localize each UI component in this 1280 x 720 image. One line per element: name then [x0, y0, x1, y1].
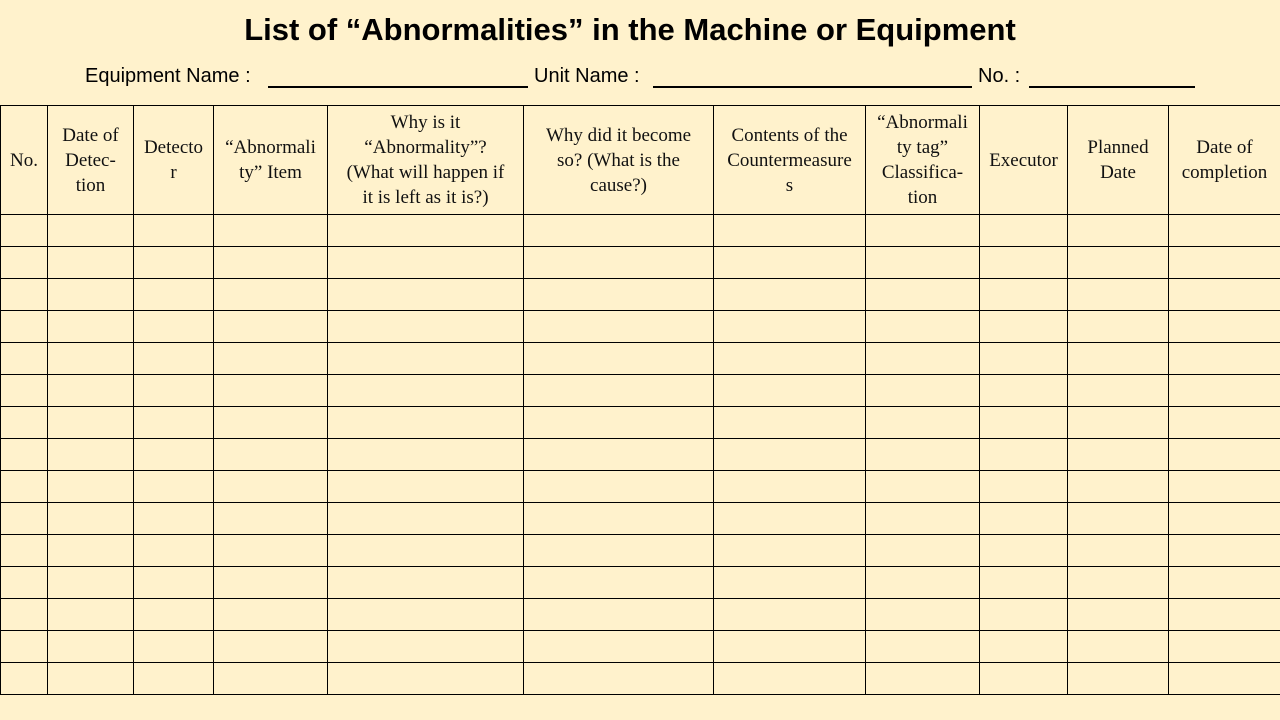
table-cell[interactable]	[48, 311, 134, 343]
table-cell[interactable]	[328, 535, 524, 567]
table-cell[interactable]	[1, 471, 48, 503]
table-cell[interactable]	[714, 439, 866, 471]
table-cell[interactable]	[524, 471, 714, 503]
table-cell[interactable]	[328, 247, 524, 279]
table-cell[interactable]	[328, 503, 524, 535]
table-cell[interactable]	[1, 311, 48, 343]
table-cell[interactable]	[328, 375, 524, 407]
header-planned-date: Planned Date	[1068, 106, 1169, 215]
table-cell[interactable]	[1169, 215, 1280, 247]
table-cell[interactable]	[714, 503, 866, 535]
table-cell[interactable]	[328, 279, 524, 311]
table-cell[interactable]	[1068, 471, 1169, 503]
table-cell[interactable]	[1, 247, 48, 279]
table-cell[interactable]	[48, 215, 134, 247]
table-cell[interactable]	[134, 279, 214, 311]
table-cell[interactable]	[1169, 279, 1280, 311]
table-cell[interactable]	[866, 663, 980, 695]
table-cell[interactable]	[714, 311, 866, 343]
table-cell[interactable]	[524, 343, 714, 375]
table-cell[interactable]	[1, 535, 48, 567]
table-cell[interactable]	[980, 407, 1068, 439]
table-cell[interactable]	[48, 503, 134, 535]
header-date-of-completion: Date of completion	[1169, 106, 1280, 215]
number-label: No. :	[978, 65, 1021, 87]
table-cell[interactable]	[980, 375, 1068, 407]
table-cell[interactable]	[134, 439, 214, 471]
table-cell[interactable]	[48, 407, 134, 439]
table-row	[1, 567, 1280, 599]
table-cell[interactable]	[1169, 247, 1280, 279]
table-cell[interactable]	[980, 311, 1068, 343]
table-cell[interactable]	[1169, 439, 1280, 471]
table-cell[interactable]	[214, 663, 328, 695]
table-cell[interactable]	[866, 247, 980, 279]
header-why-abnormality: Why is it “Abnormality”? (What will happen if it is left as it is?)	[328, 106, 524, 215]
unit-name-field[interactable]	[653, 86, 972, 88]
table-cell[interactable]	[980, 503, 1068, 535]
table-cell[interactable]	[48, 599, 134, 631]
table-cell[interactable]	[134, 471, 214, 503]
form-fields-row	[0, 64, 1280, 90]
table-cell[interactable]	[214, 375, 328, 407]
table-cell[interactable]	[866, 279, 980, 311]
table-cell[interactable]	[214, 631, 328, 663]
table-cell[interactable]	[48, 439, 134, 471]
table-row	[1, 439, 1280, 471]
table-row	[1, 503, 1280, 535]
table-row	[1, 375, 1280, 407]
header-row	[1, 106, 1280, 215]
table-cell[interactable]	[48, 375, 134, 407]
table-cell[interactable]	[866, 535, 980, 567]
table-cell[interactable]	[214, 343, 328, 375]
table-cell[interactable]	[214, 599, 328, 631]
table-cell[interactable]	[134, 535, 214, 567]
table-cell[interactable]	[866, 343, 980, 375]
table-cell[interactable]	[524, 503, 714, 535]
table-cell[interactable]	[714, 215, 866, 247]
table-cell[interactable]	[524, 215, 714, 247]
table-cell[interactable]	[714, 599, 866, 631]
table-cell[interactable]	[980, 535, 1068, 567]
table-cell[interactable]	[1, 599, 48, 631]
unit-name-label: Unit Name :	[534, 65, 640, 87]
table-cell[interactable]	[134, 215, 214, 247]
table-cell[interactable]	[1169, 631, 1280, 663]
table-cell[interactable]	[524, 311, 714, 343]
header-executor: Executor	[980, 106, 1068, 215]
table-row	[1, 407, 1280, 439]
table-cell[interactable]	[328, 631, 524, 663]
table-cell[interactable]	[980, 439, 1068, 471]
table-cell[interactable]	[328, 599, 524, 631]
table-cell[interactable]	[134, 247, 214, 279]
table-cell[interactable]	[214, 407, 328, 439]
table-cell[interactable]	[1068, 535, 1169, 567]
table-cell[interactable]	[48, 535, 134, 567]
table-cell[interactable]	[714, 343, 866, 375]
table-cell[interactable]	[1, 503, 48, 535]
table-row	[1, 215, 1280, 247]
table-cell[interactable]	[524, 663, 714, 695]
table-cell[interactable]	[524, 279, 714, 311]
table-cell[interactable]	[1, 567, 48, 599]
table-row	[1, 631, 1280, 663]
table-cell[interactable]	[214, 247, 328, 279]
table-cell[interactable]	[1, 631, 48, 663]
table-cell[interactable]	[866, 375, 980, 407]
table-cell[interactable]	[980, 567, 1068, 599]
table-cell[interactable]	[866, 215, 980, 247]
table-cell[interactable]	[1068, 279, 1169, 311]
table-cell[interactable]	[214, 471, 328, 503]
table-cell[interactable]	[134, 567, 214, 599]
table-cell[interactable]	[1, 215, 48, 247]
table-cell[interactable]	[1068, 311, 1169, 343]
table-cell[interactable]	[214, 279, 328, 311]
table-cell[interactable]	[866, 631, 980, 663]
table-row	[1, 343, 1280, 375]
table-cell[interactable]	[328, 567, 524, 599]
table-cell[interactable]	[134, 407, 214, 439]
header-date-of-detection: Date of Detec- tion	[48, 106, 134, 215]
table-cell[interactable]	[1068, 343, 1169, 375]
table-cell[interactable]	[1169, 663, 1280, 695]
table-cell[interactable]	[134, 343, 214, 375]
table-cell[interactable]	[714, 663, 866, 695]
table-cell[interactable]	[134, 311, 214, 343]
table-cell[interactable]	[214, 567, 328, 599]
table-cell[interactable]	[980, 599, 1068, 631]
table-cell[interactable]	[866, 407, 980, 439]
page-title: List of “Abnormalities” in the Machine or Equipment	[244, 12, 1016, 47]
table-cell[interactable]	[48, 343, 134, 375]
table-cell[interactable]	[1068, 215, 1169, 247]
table-cell[interactable]	[48, 631, 134, 663]
table-cell[interactable]	[48, 471, 134, 503]
table-cell[interactable]	[1, 279, 48, 311]
table-cell[interactable]	[134, 663, 214, 695]
table-cell[interactable]	[980, 215, 1068, 247]
table-cell[interactable]	[134, 631, 214, 663]
table-cell[interactable]	[134, 375, 214, 407]
table-cell[interactable]	[1169, 503, 1280, 535]
table-cell[interactable]	[866, 471, 980, 503]
table-row	[1, 247, 1280, 279]
table-cell[interactable]	[214, 215, 328, 247]
equipment-name-field[interactable]	[268, 86, 528, 88]
header-tag-classification: “Abnormali ty tag” Classifica- tion	[866, 106, 980, 215]
table-cell[interactable]	[328, 311, 524, 343]
table-cell[interactable]	[328, 343, 524, 375]
table-cell[interactable]	[524, 439, 714, 471]
table-row	[1, 535, 1280, 567]
table-cell[interactable]	[328, 439, 524, 471]
table-row	[1, 471, 1280, 503]
table-cell[interactable]	[1068, 247, 1169, 279]
table-cell[interactable]	[866, 567, 980, 599]
table-cell[interactable]	[714, 375, 866, 407]
table-cell[interactable]	[134, 599, 214, 631]
table-cell[interactable]	[714, 247, 866, 279]
table-cell[interactable]	[980, 343, 1068, 375]
table-cell[interactable]	[524, 375, 714, 407]
table-cell[interactable]	[48, 279, 134, 311]
header-cause: Why did it become so? (What is the cause?)	[524, 106, 714, 215]
table-cell[interactable]	[1, 663, 48, 695]
table-cell[interactable]	[524, 567, 714, 599]
table-cell[interactable]	[1, 439, 48, 471]
table-cell[interactable]	[1169, 599, 1280, 631]
table-cell[interactable]	[1068, 375, 1169, 407]
table-cell[interactable]	[524, 599, 714, 631]
table-cell[interactable]	[1068, 503, 1169, 535]
table-cell[interactable]	[524, 247, 714, 279]
table-cell[interactable]	[980, 279, 1068, 311]
table-cell[interactable]	[1068, 631, 1169, 663]
equipment-name-label: Equipment Name :	[85, 65, 251, 87]
table-cell[interactable]	[524, 535, 714, 567]
table-cell[interactable]	[1169, 311, 1280, 343]
table-cell[interactable]	[524, 631, 714, 663]
table-cell[interactable]	[1068, 567, 1169, 599]
table-cell[interactable]	[214, 503, 328, 535]
table-cell[interactable]	[866, 503, 980, 535]
table-cell[interactable]	[328, 407, 524, 439]
table-cell[interactable]	[1169, 567, 1280, 599]
table-cell[interactable]	[1068, 407, 1169, 439]
table-cell[interactable]	[1169, 471, 1280, 503]
table-cell[interactable]	[1, 375, 48, 407]
table-cell[interactable]	[714, 471, 866, 503]
header-countermeasures: Contents of the Countermeasure s	[714, 106, 866, 215]
table-cell[interactable]	[1068, 599, 1169, 631]
table-cell[interactable]	[714, 279, 866, 311]
table-body	[1, 215, 1280, 695]
table-cell[interactable]	[1, 343, 48, 375]
table-cell[interactable]	[214, 439, 328, 471]
table-cell[interactable]	[1169, 535, 1280, 567]
table-cell[interactable]	[214, 535, 328, 567]
table-cell[interactable]	[1068, 439, 1169, 471]
number-field[interactable]	[1029, 86, 1195, 88]
table-cell[interactable]	[1068, 663, 1169, 695]
table-cell[interactable]	[714, 407, 866, 439]
table-cell[interactable]	[48, 567, 134, 599]
table-cell[interactable]	[714, 631, 866, 663]
table-cell[interactable]	[980, 631, 1068, 663]
table-cell[interactable]	[866, 599, 980, 631]
table-cell[interactable]	[866, 311, 980, 343]
table-cell[interactable]	[328, 663, 524, 695]
table-cell[interactable]	[980, 663, 1068, 695]
abnormalities-table	[0, 105, 1280, 695]
table-cell[interactable]	[980, 247, 1068, 279]
table-cell[interactable]	[48, 663, 134, 695]
table-cell[interactable]	[134, 503, 214, 535]
table-cell[interactable]	[1169, 407, 1280, 439]
table-cell[interactable]	[48, 247, 134, 279]
table-row	[1, 311, 1280, 343]
header-detector: Detecto r	[134, 106, 214, 215]
table-cell[interactable]	[714, 535, 866, 567]
table-cell[interactable]	[524, 407, 714, 439]
table-cell[interactable]	[1, 407, 48, 439]
table-row	[1, 663, 1280, 695]
table-cell[interactable]	[866, 439, 980, 471]
table-cell[interactable]	[328, 215, 524, 247]
table-cell[interactable]	[214, 311, 328, 343]
table-cell[interactable]	[1169, 375, 1280, 407]
table-cell[interactable]	[980, 471, 1068, 503]
table-row	[1, 279, 1280, 311]
table-cell[interactable]	[1169, 343, 1280, 375]
table-cell[interactable]	[714, 567, 866, 599]
table-row	[1, 599, 1280, 631]
table-cell[interactable]	[328, 471, 524, 503]
header-abnormality-item: “Abnormali ty” Item	[214, 106, 328, 215]
header-no: No.	[1, 106, 48, 215]
